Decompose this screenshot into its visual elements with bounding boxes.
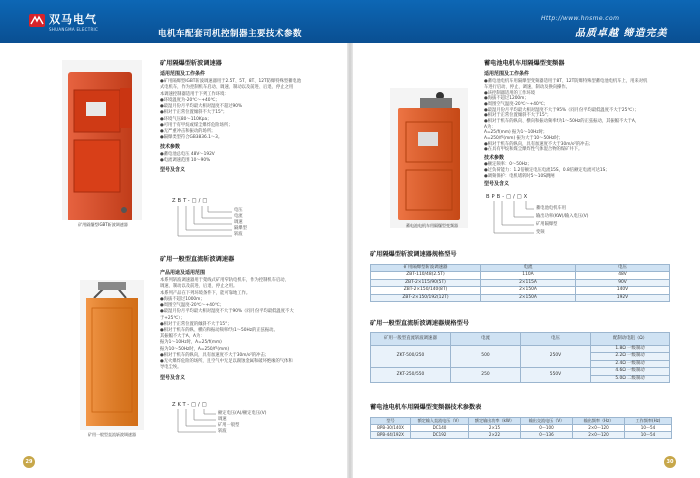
inverter-model-diagram — [490, 201, 534, 241]
inverter-photo — [390, 88, 468, 228]
table-header: 输出频率（Hz） — [573, 418, 625, 425]
table-cell: 2×150A — [481, 287, 576, 294]
igbt-chopper-caption: 矿用隔爆型IGBT斩波调速器 — [78, 222, 128, 227]
table-row — [371, 272, 670, 279]
table-cell: 10～54 — [625, 425, 672, 432]
dc-model-labels — [218, 411, 266, 435]
list-item: 于+25℃）； — [160, 315, 185, 321]
list-item: ●相对于机车的纵向，具有加速度不大于30m/s²的冲击； — [484, 141, 594, 147]
inverter-model-labels — [536, 205, 588, 237]
model-label: 斩波 — [218, 429, 227, 434]
model-label: 变频 — [536, 230, 545, 235]
list-item: ●最湿月份月平均最大相对湿度不超过90% — [160, 104, 243, 110]
table3-title: 蓄电池电机车用隔爆型变频器技术参数表 — [370, 404, 482, 411]
table-cell: ZBT-2×150/192(12T) — [371, 294, 481, 301]
list-item: ●周围空气温度-20℃～+40℃； — [484, 101, 548, 107]
dc-chopper-title: 矿用一般型直流斩波调速器 — [160, 256, 235, 263]
table-row — [371, 368, 670, 375]
list-item: 振为10～50Hz时，A=250/f²(mm) — [160, 346, 230, 352]
model-label: 矿用一般型 — [218, 423, 240, 428]
table-cell: 90V — [576, 279, 670, 286]
table-cell: 2×150A — [481, 294, 576, 301]
table-cell: 2×15 — [469, 425, 521, 432]
table-cell: 4.6Ω 一级制动 — [591, 368, 670, 375]
table2 — [370, 332, 670, 383]
table-cell: 2×115A — [481, 279, 576, 286]
list-item: 本系列斩波调速器用于架线式矿用窄轨电机车，作为控制机车启动、 — [160, 278, 289, 284]
list-item: ●相对于正常位置倾斜不大于15°； — [484, 113, 552, 119]
table-cell: 550V — [521, 368, 591, 383]
igbt-tech-title: 技术参数 — [160, 144, 181, 151]
list-item: 振为1～10Hz时，A=25/f(mm) — [160, 340, 222, 346]
model-label: 调速 — [218, 417, 227, 422]
dc-model-title: 型号及含义 — [160, 374, 186, 381]
website-url: Http://www.hnsme.com — [541, 15, 620, 22]
list-item: ●无火爆炸危险的场所，且空气中无足以腐蚀金属和破坏绝缘的气体和 — [160, 359, 293, 365]
list-item: ●蓄电池总电压 48V～192V — [160, 151, 215, 157]
list-item: ●相对于机车的纵、横向和振动频率f为1～50Hz的正弦振动。 — [160, 327, 278, 333]
table-cell: 250V — [521, 346, 591, 368]
list-item: ●海拔不超过1000m； — [160, 296, 205, 302]
igbt-applic-title: 适用范围及工作条件 — [160, 70, 206, 77]
list-item: ●相对于正常位置的倾斜不大于15°； — [160, 321, 232, 327]
table-cell: BPB-44/192X — [371, 432, 411, 439]
table-header: 电压 — [576, 265, 670, 272]
inverter-model-code: BPB-□/□X — [486, 194, 530, 200]
igbt-model-code: ZBT-□/□ — [172, 198, 210, 204]
table-row — [371, 425, 672, 432]
table-cell: 2×0～120 — [573, 425, 625, 432]
table-cell: 2.4Ω 一级制动 — [591, 360, 670, 367]
list-item: 其振幅不大于A，A为： — [160, 334, 205, 340]
page-number-right: 30 — [664, 456, 676, 468]
table-header: 额定输出功率（kW） — [469, 418, 521, 425]
dc-chopper-section — [160, 256, 345, 382]
page-number-left: 29 — [23, 456, 35, 468]
dc-model-diagram — [174, 409, 216, 437]
table-cell: 1.8Ω 一级制动 — [591, 346, 670, 353]
igbt-chopper-section — [160, 60, 345, 174]
table-cell: 0～136 — [521, 432, 573, 439]
table-cell: ZKT-250/550 — [371, 368, 451, 383]
list-item: ●隔爆类型符合GB3836.1～3。 — [160, 135, 223, 141]
table-header: 输出交流电压（V） — [521, 418, 573, 425]
inverter-title: 蓄电池电机车用隔爆型变频器 — [484, 60, 565, 67]
model-label: 调速 — [234, 220, 243, 225]
inverter-tech-title: 技术参数 — [484, 154, 505, 161]
list-item: ●周围空气温度-20℃～+40℃； — [160, 303, 224, 309]
logo-subtext: SHUANGMA ELECTRIC — [49, 27, 99, 32]
list-item: 车进行启动、停止、调速，制动及换向操作。 — [484, 84, 570, 90]
logo-icon — [29, 14, 45, 27]
igbt-chopper-title: 矿用隔爆型斩波调速器 — [160, 60, 222, 67]
table-row — [371, 346, 670, 353]
table-cell: 5.0Ω 二级制动 — [591, 375, 670, 382]
list-item: ●环境气压80～110Kpa； — [160, 116, 212, 122]
list-item: ●相对于正常位置倾斜不大于15°； — [160, 110, 228, 116]
igbt-chopper-photo — [62, 60, 142, 220]
table-cell: 500 — [451, 346, 521, 368]
list-item: ●最湿月份月平均最大相对湿度不大于90%（同月份平均最低温度不大 — [160, 309, 294, 315]
list-item: A=25/f(mm) 振为1～10Hz时； — [484, 130, 548, 136]
model-label: 蓄电池电机车用 — [536, 206, 567, 211]
table1 — [370, 264, 670, 302]
table-cell: 10～54 — [625, 432, 672, 439]
list-item: ●海拔不超过1200m； — [484, 96, 529, 102]
table-header: 电压 — [521, 333, 591, 346]
table-header: 电流 — [481, 265, 576, 272]
table-cell: 250 — [451, 368, 521, 383]
list-item: A为： — [484, 124, 496, 130]
table-header: 型号 — [371, 418, 411, 425]
table-header: 工作频率(Hz) — [625, 418, 672, 425]
list-item: A=250/f²(mm) 振为大于10～50Hz时； — [484, 135, 564, 141]
table-row — [371, 279, 670, 286]
list-item: ●在具有甲烷和煤尘爆炸性气体混合物的煤矿井下。 — [484, 147, 583, 153]
model-label: 额定电压(A)/额定电压(V) — [218, 411, 267, 416]
igbt-model-diagram — [174, 206, 232, 246]
page-title: 电机车配套司机控制器主要技术参数 — [158, 29, 302, 39]
dc-applic-list — [160, 278, 345, 371]
inverter-caption: 蓄电池电机车用隔爆型变频器 — [406, 223, 458, 228]
list-item: 式电机车，作为控制机车启动、调速、制动以及前进、后退、停止之用 — [160, 85, 294, 91]
table-row — [371, 287, 670, 294]
model-label: 隔爆型 — [234, 226, 247, 231]
igbt-applic-list — [160, 79, 345, 141]
table-cell: BPB-30/140X — [371, 425, 411, 432]
logo-text: 双马电气 — [49, 13, 97, 26]
inverter-applic-list — [484, 79, 684, 153]
table2-title: 矿用一般型直流斩波调速器规格型号 — [370, 320, 469, 327]
table-cell: 2.2Ω 一级制动 — [591, 353, 670, 360]
list-item: ●相对于机车的纵向，具有加速度不大于30m/s²的冲击； — [160, 352, 270, 358]
table-cell: ZKT-500/250 — [371, 346, 451, 368]
dc-model-code: ZKT-□/□ — [172, 402, 209, 408]
table-header-row — [371, 333, 670, 346]
table3 — [370, 417, 672, 439]
table-header-row — [371, 418, 672, 425]
table-cell: 2×0～120 — [573, 432, 625, 439]
table1-title: 矿用隔爆型斩波调速器规格型号 — [370, 251, 457, 258]
inverter-tech-list — [484, 162, 684, 179]
table-cell: 0～100 — [521, 425, 573, 432]
table-header-row — [371, 265, 670, 272]
table-cell: 192V — [576, 294, 670, 301]
table-header: 配制动电阻（Ω） — [591, 333, 670, 346]
inverter-model-title: 型号及含义 — [484, 181, 510, 188]
list-item: 导电尘埃。 — [160, 365, 182, 371]
list-item: ●过负荷能力：1.2倍额定电压电流15S，0.8倍额定电流可达1S； — [484, 167, 610, 173]
igbt-tech-list — [160, 152, 345, 164]
list-item: ●调频保护：电机堵转时5～10S跳闸 — [484, 173, 555, 179]
list-item: ●环境温度为-20℃～+40℃； — [160, 97, 220, 103]
dc-chopper-photo — [80, 280, 144, 430]
table-cell: 2×22 — [469, 432, 521, 439]
table-header: 矿用一般型直流斩波调速器 — [371, 333, 451, 346]
model-label: 斩波 — [234, 232, 243, 237]
table-cell: 48V — [576, 272, 670, 279]
list-item: ●蓄电池电机车用隔爆型变频器适用于8T、12T防爆特殊型蓄电池电机车上，用来对机 — [484, 79, 648, 85]
list-item: ●电流调速范围 10～90% — [160, 157, 211, 163]
list-item: ●可用于有甲烷或煤尘爆炸危险场所； — [160, 122, 233, 128]
table-cell: DC192 — [411, 432, 469, 439]
model-label: 输出功率(KW)/输入电压(V) — [536, 214, 589, 219]
list-item: 本系列产品在下列环境条件下，能可靠地工作。 — [160, 290, 251, 296]
list-item: ●额定频率：0～50Hz； — [484, 162, 532, 168]
table-header: 电流 — [451, 333, 521, 346]
table-cell: 140V — [576, 287, 670, 294]
dc-chopper-caption: 矿用一般型直流斩波调速器 — [88, 432, 136, 437]
list-item: ●该控制器适用的工作环境 — [484, 90, 536, 96]
list-item: 本调速控制器适用于下列工作环境： — [160, 91, 229, 97]
table-cell: ZBT-110/48(2.5T) — [371, 272, 481, 279]
list-item: ●最湿月份月平均最大相对湿度不大于95%（同月份平均最低温度不大于25℃）； — [484, 107, 639, 113]
table-cell: ZBT-2×150/140(8T) — [371, 287, 481, 294]
igbt-model-title: 型号及含义 — [160, 167, 186, 174]
table-header: 矿用隔爆型斩波调速器 — [371, 265, 481, 272]
inverter-section — [484, 60, 684, 188]
dc-applic-title: 产品用途及适用范围 — [160, 269, 206, 276]
model-label: 矿用隔爆型 — [536, 222, 558, 227]
table-cell: 110A — [481, 272, 576, 279]
slogan: 品质卓越 缔造完美 — [575, 28, 668, 39]
table-row — [371, 294, 670, 301]
igbt-model-labels — [234, 208, 247, 238]
list-item: 调速、制动以及前进、后退、停止之用。 — [160, 284, 238, 290]
table-cell: DC140 — [411, 425, 469, 432]
inverter-applic-title: 适用范围及工作条件 — [484, 70, 530, 77]
list-item: ●矿用隔爆型IGBT斩波调速器用于2.5T、5T、8T、12T防爆特殊型蓄电池 — [160, 79, 302, 85]
list-item: ●相对于机车的纵向、横向和振动频率f为1～50Hz的正弦振动，其振幅不大于A， — [484, 118, 640, 124]
list-item: ●无严重冲击和振动的场所； — [160, 128, 216, 134]
table-cell: ZBT-2×115/90(5T) — [371, 279, 481, 286]
model-label: 电压 — [234, 208, 243, 213]
table-row — [371, 432, 672, 439]
table-header: 额定输入直流电压（V） — [411, 418, 469, 425]
model-label: 电流 — [234, 214, 243, 219]
page-spine — [347, 43, 353, 478]
